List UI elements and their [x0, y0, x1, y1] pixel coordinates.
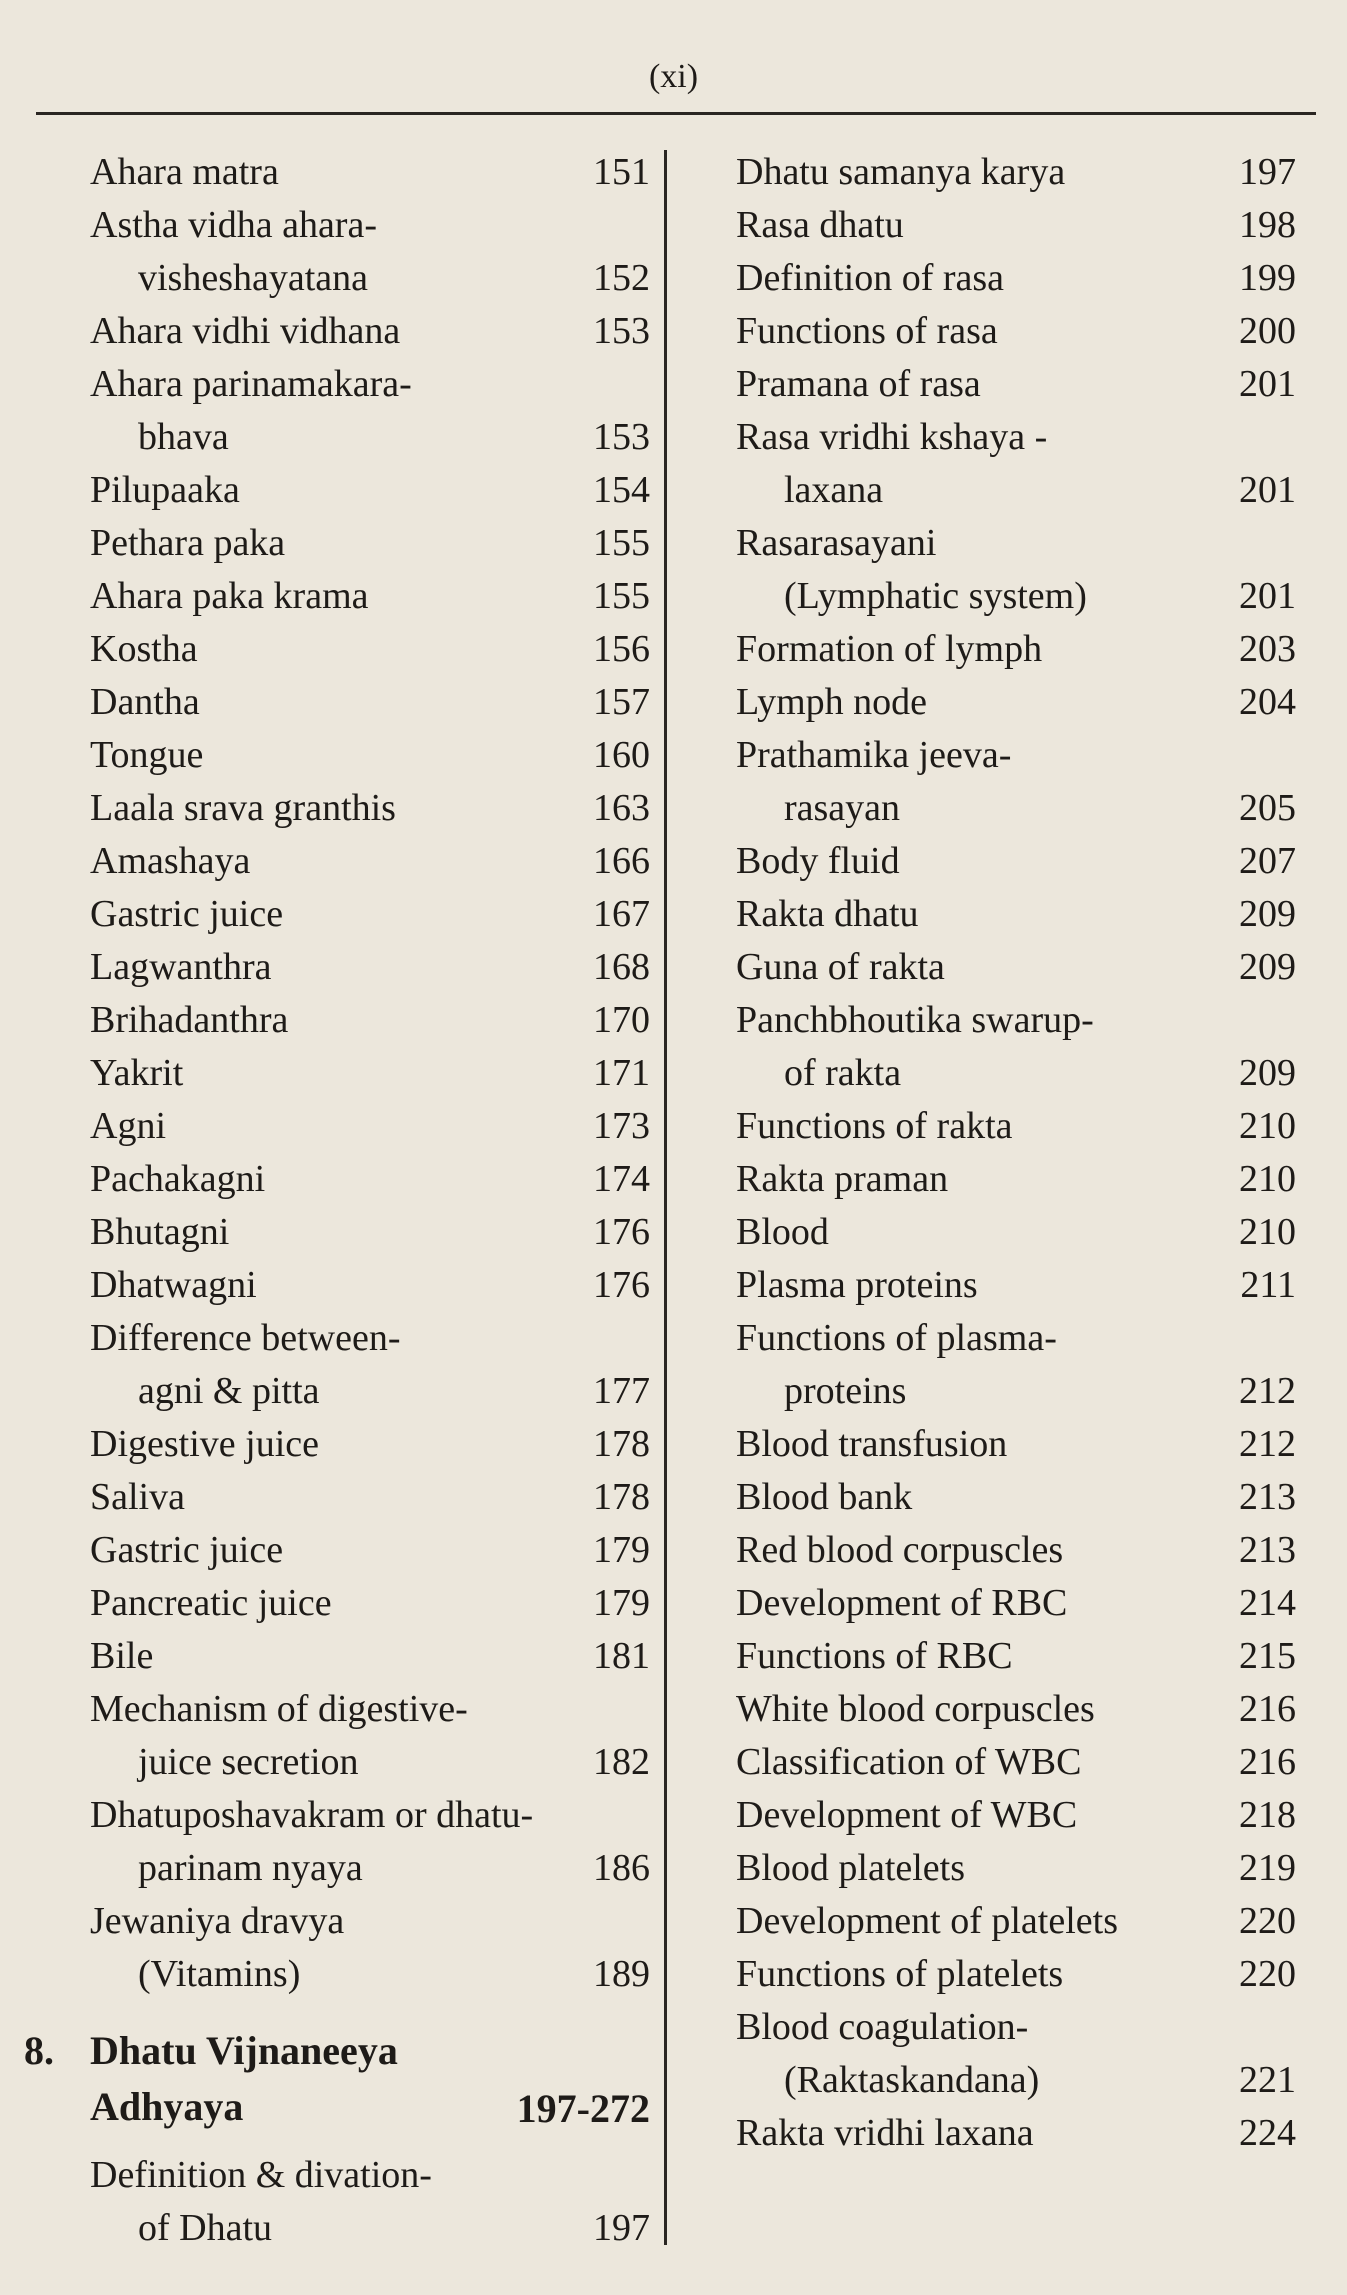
- toc-entry-title: Rasa dhatu: [736, 204, 904, 246]
- toc-entry-title: Development of WBC: [736, 1794, 1078, 1836]
- toc-entry-title-continued: (Raktaskandana): [784, 2059, 1040, 2101]
- toc-entry: [736, 994, 1296, 1100]
- toc-entry-title: Guna of rakta: [736, 946, 945, 988]
- toc-entry: [90, 1047, 650, 1100]
- toc-entry-page: 213: [1239, 1529, 1296, 1571]
- toc-entry: [90, 888, 650, 941]
- toc-entry-page: 176: [593, 1211, 650, 1253]
- toc-entry-title: Blood platelets: [736, 1847, 966, 1889]
- toc-entry-page: 210: [1239, 1105, 1296, 1147]
- toc-entry: [90, 1259, 650, 1312]
- toc-entry: [736, 1259, 1296, 1312]
- toc-entry-title: Rakta dhatu: [736, 893, 919, 935]
- toc-entry-page: 216: [1239, 1688, 1296, 1730]
- toc-entry-page: 199: [1239, 257, 1296, 299]
- toc-entry-page: 213: [1239, 1476, 1296, 1518]
- toc-entry-title: Classification of WBC: [736, 1741, 1082, 1783]
- toc-entry-page: 173: [593, 1105, 650, 1147]
- toc-entry-title: Agni: [90, 1105, 166, 1147]
- toc-entry-page: 186: [593, 1847, 650, 1889]
- toc-entry-title: Pramana of rasa: [736, 363, 981, 405]
- toc-entry-page: 209: [1239, 1052, 1296, 1094]
- toc-entry-title: Jewaniya dravya: [90, 1900, 345, 1942]
- toc-entry-title: Dhatu samanya karya: [736, 151, 1066, 193]
- toc-entry-title-continued: (Lymphatic system): [784, 575, 1087, 617]
- toc-entry-page: 151: [593, 151, 650, 193]
- toc-entry-title: Functions of rakta: [736, 1105, 1013, 1147]
- toc-entry-title: Red blood corpuscles: [736, 1529, 1064, 1571]
- toc-entry-title: Blood transfusion: [736, 1423, 1008, 1465]
- toc-entry-page: 153: [593, 416, 650, 458]
- toc-entry-page: 212: [1239, 1423, 1296, 1465]
- toc-entry-title: Dhatuposhavakram or dhatu-: [90, 1794, 534, 1836]
- toc-entry-page: 209: [1239, 946, 1296, 988]
- toc-entry: [90, 1312, 650, 1418]
- toc-entry-title: Dantha: [90, 681, 200, 723]
- toc-entry: [736, 1524, 1296, 1577]
- toc-entry-title-continued: laxana: [784, 469, 884, 511]
- toc-entry: [736, 2107, 1296, 2160]
- toc-entry: [736, 305, 1296, 358]
- toc-entry-page: 210: [1239, 1158, 1296, 1200]
- toc-entry-page: 201: [1239, 363, 1296, 405]
- toc-entry-page: 201: [1239, 575, 1296, 617]
- chapter-page-range: 197-272: [516, 2086, 650, 2131]
- toc-entry: [736, 1630, 1296, 1683]
- chapter-title: Dhatu Vijnaneeya: [90, 2028, 398, 2073]
- toc-entry-page: 179: [593, 1529, 650, 1571]
- toc-entry: [90, 729, 650, 782]
- toc-entry-title: Panchbhoutika swarup-: [736, 999, 1094, 1041]
- toc-entry-title: Digestive juice: [90, 1423, 319, 1465]
- toc-entry-title: Yakrit: [90, 1052, 184, 1094]
- toc-entry: [90, 1524, 650, 1577]
- toc-entry-page: 155: [593, 522, 650, 564]
- toc-entry: [90, 570, 650, 623]
- toc-entry: [90, 1471, 650, 1524]
- toc-entry: [736, 888, 1296, 941]
- toc-entry: [736, 1153, 1296, 1206]
- toc-entry-title: Dhatwagni: [90, 1264, 257, 1306]
- toc-entry-page: 189: [593, 1953, 650, 1995]
- toc-entry-title: Plasma proteins: [736, 1264, 978, 1306]
- toc-entry-page: 167: [593, 893, 650, 935]
- toc-entry-title: Functions of platelets: [736, 1953, 1064, 1995]
- chapter-title: Adhyaya: [90, 2084, 244, 2129]
- toc-entry-title: Blood coagulation-: [736, 2006, 1029, 2048]
- toc-entry-page: 219: [1239, 1847, 1296, 1889]
- toc-entry: [736, 1842, 1296, 1895]
- right-column: [736, 146, 1296, 2160]
- toc-entry: [90, 199, 650, 305]
- toc-entry-title: Ahara matra: [90, 151, 279, 193]
- toc-entry-page: 224: [1239, 2112, 1296, 2154]
- toc-entry-title-continued: visheshayatana: [138, 257, 369, 299]
- toc-entry-page: 215: [1239, 1635, 1296, 1677]
- toc-entry: [736, 623, 1296, 676]
- toc-entry-title: Lymph node: [736, 681, 928, 723]
- toc-entry: [90, 623, 650, 676]
- toc-entry-page: 163: [593, 787, 650, 829]
- toc-entry-page: 207: [1239, 840, 1296, 882]
- toc-entry-title-continued: (Vitamins): [138, 1953, 301, 1995]
- toc-entry-title: Blood bank: [736, 1476, 913, 1518]
- toc-entry-title: Blood: [736, 1211, 829, 1253]
- left-column: [24, 146, 650, 2255]
- toc-entry: [736, 517, 1296, 623]
- toc-entry: [736, 1948, 1296, 2001]
- toc-entry-title: Pancreatic juice: [90, 1582, 332, 1624]
- page-number: (xi): [648, 58, 699, 95]
- toc-entry-page: 177: [593, 1370, 650, 1412]
- toc-entry-page: 154: [593, 469, 650, 511]
- toc-entry-page: 170: [593, 999, 650, 1041]
- toc-entry: [90, 835, 650, 888]
- toc-entry-page: 160: [593, 734, 650, 776]
- toc-entry: [736, 835, 1296, 888]
- toc-entry: [736, 1206, 1296, 1259]
- toc-entry: [90, 2149, 650, 2255]
- toc-entry-title-continued: bhava: [138, 416, 229, 458]
- toc-entry-title: Rasa vridhi kshaya -: [736, 416, 1048, 458]
- toc-entry-page: 221: [1239, 2059, 1296, 2101]
- toc-entry-page: 198: [1239, 204, 1296, 246]
- toc-entry-title: Kostha: [90, 628, 198, 670]
- toc-entry-page: 220: [1239, 1900, 1296, 1942]
- toc-entry-title: Ahara parinamakara-: [90, 363, 412, 405]
- toc-entry-title: Tongue: [90, 734, 204, 776]
- toc-entry-title: Functions of plasma-: [736, 1317, 1057, 1359]
- toc-entry-title: Laala srava granthis: [90, 787, 396, 829]
- toc-entry-title-continued: agni & pitta: [138, 1370, 320, 1412]
- toc-entry: [736, 1789, 1296, 1842]
- toc-entry: [736, 1895, 1296, 1948]
- toc-entry-page: 178: [593, 1476, 650, 1518]
- toc-entry-title: Ahara paka krama: [90, 575, 369, 617]
- toc-entry-title: Prathamika jeeva-: [736, 734, 1012, 776]
- toc-entry-page: 176: [593, 1264, 650, 1306]
- toc-entry-title: Definition & divation-: [90, 2154, 432, 2196]
- toc-entry-title-continued: rasayan: [784, 787, 901, 829]
- toc-entry-title: Pachakagni: [90, 1158, 266, 1200]
- toc-entry: [90, 1153, 650, 1206]
- toc-entry-title-continued: of Dhatu: [138, 2207, 273, 2249]
- toc-entry-page: 152: [593, 257, 650, 299]
- toc-entry-title-continued: juice secretion: [138, 1741, 359, 1783]
- toc-entry-page: 200: [1239, 310, 1296, 352]
- toc-entry: [90, 1418, 650, 1471]
- toc-entry: [90, 146, 650, 199]
- toc-entry-title: Rakta praman: [736, 1158, 949, 1200]
- toc-entry-page: 166: [593, 840, 650, 882]
- toc-entry-title: Brihadanthra: [90, 999, 289, 1041]
- toc-entry-page: 205: [1239, 787, 1296, 829]
- toc-entry: [90, 464, 650, 517]
- toc-entry-title: Saliva: [90, 1476, 185, 1518]
- toc-entry-page: 218: [1239, 1794, 1296, 1836]
- toc-entry-page: 204: [1239, 681, 1296, 723]
- toc-entry-page: 153: [593, 310, 650, 352]
- toc-entry-page: 197: [593, 2207, 650, 2249]
- toc-entry-page: 209: [1239, 893, 1296, 935]
- toc-entry-title: Difference between-: [90, 1317, 401, 1359]
- toc-entry-page: 157: [593, 681, 650, 723]
- toc-entry: [736, 2001, 1296, 2107]
- toc-entry: [736, 1312, 1296, 1418]
- toc-entry-page: 203: [1239, 628, 1296, 670]
- toc-entry-page: 181: [593, 1635, 650, 1677]
- toc-entry-title: Amashaya: [90, 840, 251, 882]
- toc-entry: [736, 1736, 1296, 1789]
- toc-entry-title: Bhutagni: [90, 1211, 230, 1253]
- toc-entry: [90, 676, 650, 729]
- toc-entry-title: Development of platelets: [736, 1900, 1118, 1942]
- toc-entry-title: Functions of rasa: [736, 310, 998, 352]
- toc-entry-page: 220: [1239, 1953, 1296, 1995]
- toc-entry: [736, 729, 1296, 835]
- toc-entry-title: Astha vidha ahara-: [90, 204, 377, 246]
- toc-entry: [90, 1577, 650, 1630]
- toc-entry-title: Pethara paka: [90, 522, 286, 564]
- toc-entry: [90, 1895, 650, 2001]
- toc-entry: [736, 676, 1296, 729]
- toc-entry: [90, 305, 650, 358]
- toc-entry-title: Gastric juice: [90, 1529, 284, 1571]
- toc-entry-title: Rasarasayani: [736, 522, 937, 564]
- toc-entry-page: 211: [1240, 1264, 1296, 1306]
- toc-entry: [90, 517, 650, 570]
- toc-entry: [90, 1206, 650, 1259]
- toc-entry-title-continued: of rakta: [784, 1052, 902, 1094]
- toc-entry-title: Definition of rasa: [736, 257, 1005, 299]
- toc-entry-page: 179: [593, 1582, 650, 1624]
- toc-entry-page: 155: [593, 575, 650, 617]
- toc-entry: [90, 1100, 650, 1153]
- toc-entry: [736, 411, 1296, 517]
- toc-entry: [90, 782, 650, 835]
- toc-entry-page: 156: [593, 628, 650, 670]
- toc-entry: [736, 358, 1296, 411]
- toc-entry-page: 197: [1239, 151, 1296, 193]
- toc-entry: [736, 1471, 1296, 1524]
- toc-entry-title: Development of RBC: [736, 1582, 1068, 1624]
- toc-entry-title: White blood corpuscles: [736, 1688, 1095, 1730]
- toc-entry: [90, 1683, 650, 1789]
- header-rule: [36, 112, 1316, 115]
- toc-entry-title: Mechanism of digestive-: [90, 1688, 468, 1730]
- column-divider: [664, 150, 667, 2245]
- toc-entry: [736, 146, 1296, 199]
- toc-entry: [90, 358, 650, 464]
- chapter-heading: [24, 2023, 650, 2135]
- toc-entry: [90, 994, 650, 1047]
- toc-entry-page: 178: [593, 1423, 650, 1465]
- toc-entry-page: 212: [1239, 1370, 1296, 1412]
- toc-entry: [736, 1100, 1296, 1153]
- toc-entry-page: 171: [593, 1052, 650, 1094]
- toc-entry: [736, 199, 1296, 252]
- toc-entry-title: Lagwanthra: [90, 946, 272, 988]
- toc-entry: [736, 1683, 1296, 1736]
- toc-entry-page: 214: [1239, 1582, 1296, 1624]
- toc-entry-title: Pilupaaka: [90, 469, 240, 511]
- toc-entry-title: Body fluid: [736, 840, 900, 882]
- toc-entry-title: Rakta vridhi laxana: [736, 2112, 1034, 2154]
- toc-entry-title: Bile: [90, 1635, 154, 1677]
- toc-entry: [90, 1789, 650, 1895]
- toc-entry-title: Gastric juice: [90, 893, 284, 935]
- toc-entry-page: 210: [1239, 1211, 1296, 1253]
- toc-entry-page: 174: [593, 1158, 650, 1200]
- toc-entry: [736, 1577, 1296, 1630]
- toc-entry: [736, 941, 1296, 994]
- toc-entry-page: 168: [593, 946, 650, 988]
- toc-entry: [736, 1418, 1296, 1471]
- toc-entry: [90, 941, 650, 994]
- toc-entry-title: Ahara vidhi vidhana: [90, 310, 401, 352]
- toc-entry-page: 182: [593, 1741, 650, 1783]
- chapter-number: 8.: [24, 2028, 54, 2073]
- toc-entry: [90, 1630, 650, 1683]
- toc-entry: [736, 252, 1296, 305]
- toc-entry-title-continued: proteins: [784, 1370, 907, 1412]
- toc-entry-page: 201: [1239, 469, 1296, 511]
- toc-entry-page: 216: [1239, 1741, 1296, 1783]
- toc-entry-title-continued: parinam nyaya: [138, 1847, 363, 1889]
- toc-entry-title: Formation of lymph: [736, 628, 1043, 670]
- toc-entry-title: Functions of RBC: [736, 1635, 1013, 1677]
